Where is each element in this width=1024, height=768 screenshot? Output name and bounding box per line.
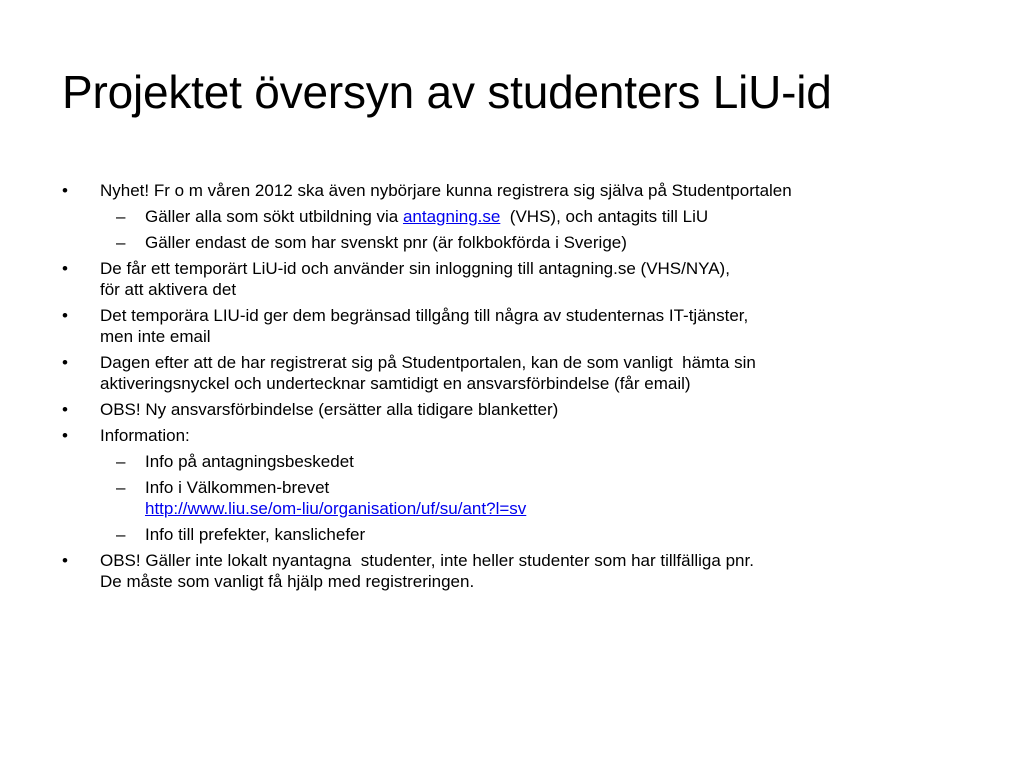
bullet-icon: • xyxy=(62,306,68,325)
sub-bullet-text-suffix: (VHS), och antagits till LiU xyxy=(500,207,709,226)
dash-icon: – xyxy=(116,525,126,544)
bullet-text-line2: aktiveringsnyckel och undertecknar samtidigt en ansvarsförbindelse (får email) xyxy=(100,374,691,393)
bullet-text: Nyhet! Fr o m våren 2012 ska även nybörjare kunna registrera sig själva på Studentportalen xyxy=(100,181,792,200)
bullet-text-line1: Dagen efter att de har registrerat sig på Studentportalen, kan de som vanligt hämta sin xyxy=(100,353,756,372)
bullet-text-line1: De får ett temporärt LiU-id och använder sin inloggning till antagning.se (VHS/NYA), xyxy=(100,259,730,278)
bullet-icon: • xyxy=(62,551,68,570)
bullet-item xyxy=(60,399,980,420)
bullet-icon: • xyxy=(62,353,68,372)
sub-bullet-text: Gäller alla som sökt utbildning via xyxy=(145,207,403,226)
sub-bullet-item xyxy=(60,524,980,545)
antagning-link[interactable]: antagning.se xyxy=(402,207,501,226)
slide-title: Projektet översyn av studenters LiU-id xyxy=(62,66,832,118)
sub-bullet-text: Gäller endast de som har svenskt pnr (är folkbokförda i Sverige) xyxy=(145,233,627,252)
bullet-item xyxy=(60,180,980,201)
bullet-text-line1: Det temporära LIU-id ger dem begränsad tillgång till några av studenternas IT-tjänster, xyxy=(100,306,749,325)
dash-icon: – xyxy=(116,478,126,497)
bullet-text: OBS! Ny ansvarsförbindelse (ersätter alla tidigare blanketter) xyxy=(100,400,559,419)
bullet-icon: • xyxy=(62,400,68,419)
bullet-item xyxy=(60,258,980,300)
bullet-text-line1: OBS! Gäller inte lokalt nyantagna studenter, inte heller studenter som har tillfälliga pnr. xyxy=(100,551,754,570)
bullet-icon: • xyxy=(62,426,68,445)
bullet-item xyxy=(60,352,980,394)
dash-icon: – xyxy=(116,452,126,471)
bullet-icon: • xyxy=(62,181,68,200)
sub-bullet-item xyxy=(60,232,980,253)
bullet-text: Information: xyxy=(100,426,190,445)
bullet-item xyxy=(60,425,980,446)
dash-icon: – xyxy=(116,207,126,226)
sub-bullet-item xyxy=(60,477,980,519)
bullet-item xyxy=(60,305,980,347)
bullet-text-line2: men inte email xyxy=(100,327,211,346)
sub-bullet-text: Info till prefekter, kanslichefer xyxy=(145,525,366,544)
bullet-text-line2: för att aktivera det xyxy=(100,280,237,299)
bullet-text-line2: De måste som vanligt få hjälp med registreringen. xyxy=(100,572,475,591)
dash-icon: – xyxy=(116,233,126,252)
sub-bullet-item xyxy=(60,451,980,472)
sub-bullet-item xyxy=(60,206,980,227)
sub-bullet-text: Info på antagningsbeskedet xyxy=(145,452,354,471)
bullet-item xyxy=(60,550,980,592)
bullet-icon: • xyxy=(62,259,68,278)
welcome-letter-link[interactable]: http://www.liu.se/om-liu/organisation/uf/su/ant?l=sv xyxy=(145,499,527,518)
slide-body xyxy=(60,180,980,597)
sub-bullet-text: Info i Välkommen-brevet xyxy=(145,478,330,497)
